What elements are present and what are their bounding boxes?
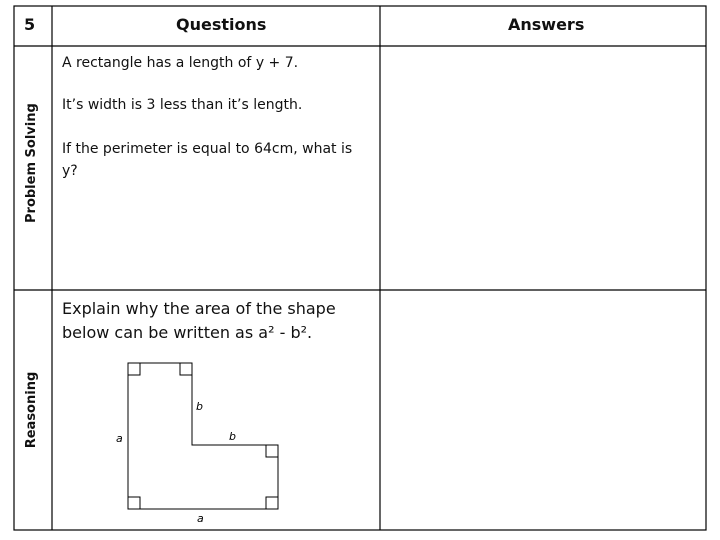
right-angle-marker xyxy=(128,497,140,509)
right-angle-marker xyxy=(266,445,278,457)
answer-cell-1[interactable] xyxy=(382,48,704,288)
label-b-horizontal: b xyxy=(229,430,236,443)
question-line-3: If the perimeter is equal to 64cm, what is y? xyxy=(62,141,353,179)
right-angle-marker xyxy=(266,497,278,509)
question-line-4: Explain why the area of the shape below can be written as a² - b². xyxy=(62,299,336,342)
l-shape-diagram xyxy=(110,355,300,530)
question-line-1: A rectangle has a length of y + 7. xyxy=(62,55,299,71)
label-a-left: a xyxy=(116,432,123,445)
answers-header: Answers xyxy=(508,15,585,34)
label-b-vertical: b xyxy=(196,400,203,413)
question-number: 5 xyxy=(24,15,36,34)
answer-cell-2[interactable] xyxy=(382,292,704,528)
label-a-bottom: a xyxy=(197,512,204,525)
question-line-2: It’s width is 3 less than it’s length. xyxy=(62,97,303,113)
right-angle-marker xyxy=(128,363,140,375)
category-problem-solving: Problem Solving xyxy=(24,103,39,223)
l-shape-outline xyxy=(128,363,278,509)
right-angle-marker xyxy=(180,363,192,375)
category-reasoning: Reasoning xyxy=(24,371,39,449)
questions-header: Questions xyxy=(176,15,267,34)
